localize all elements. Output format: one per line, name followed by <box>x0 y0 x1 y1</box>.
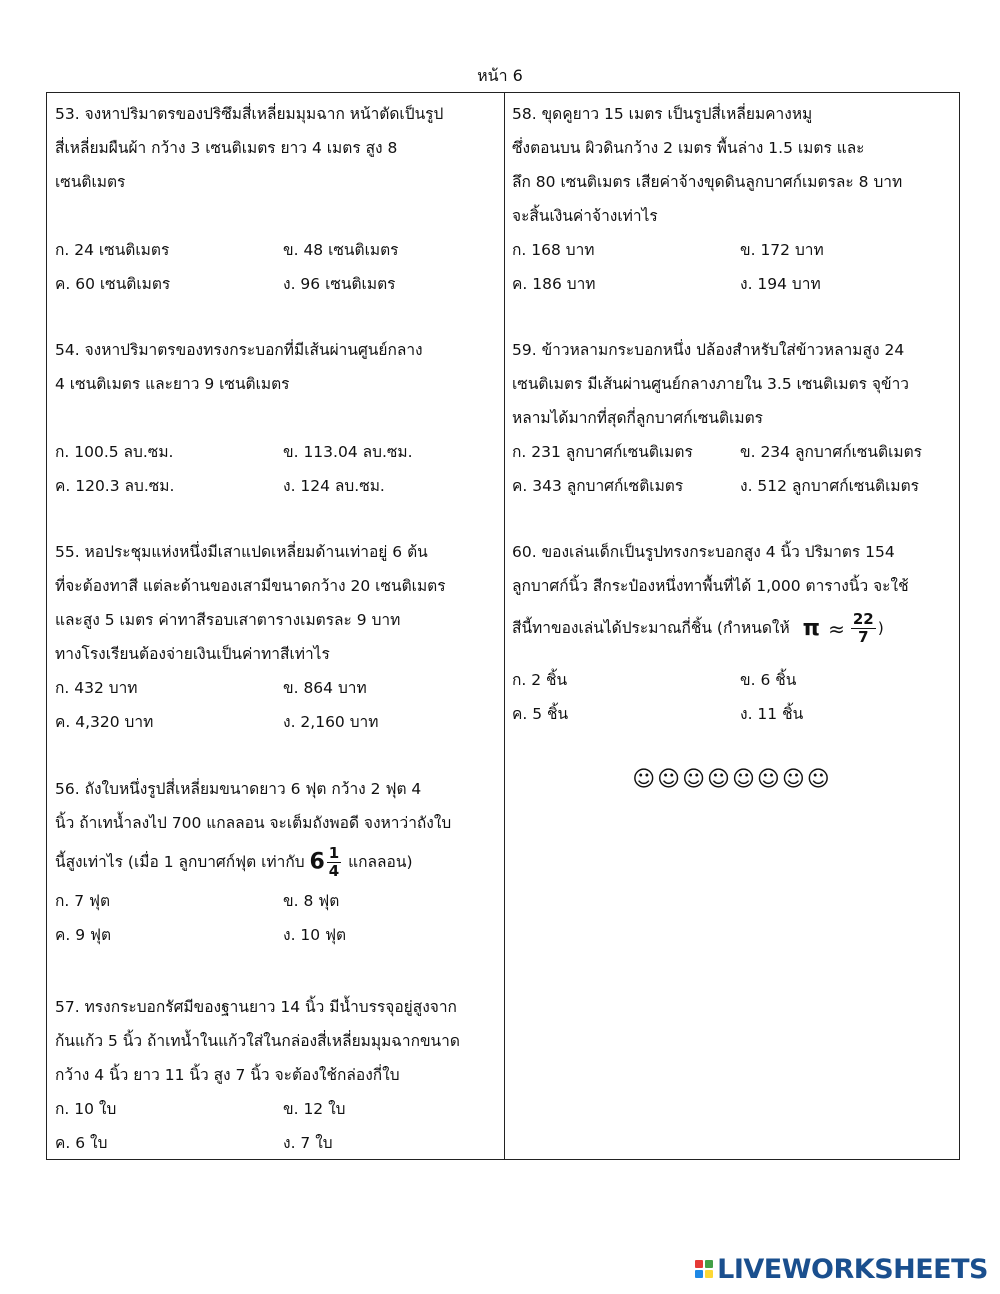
mixed-number-whole: 6 <box>309 849 325 875</box>
question-text: นิ้ว ถ้าเทน้ำลงไป 700 แกลลอน จะเต็มถังพอดี จงหาว่าถังใบ <box>55 814 452 832</box>
choice-d[interactable]: ง. 194 บาท <box>740 275 821 293</box>
choice-b[interactable]: ข. 864 บาท <box>283 679 367 697</box>
choices <box>55 1092 495 1160</box>
grid-icon <box>695 1260 713 1278</box>
logo-square-blue <box>695 1270 703 1278</box>
choice-b[interactable]: ข. 48 เซนติเมตร <box>283 241 399 259</box>
question-text: สี่เหลี่ยมผืนผ้า กว้าง 3 เซนติเมตร ยาว 4 เมตร สูง 8 <box>55 139 398 157</box>
choice-a[interactable]: ก. 24 เซนติเมตร <box>55 241 170 259</box>
question-text: แกลลอน) <box>348 853 413 871</box>
question-text: เซนติเมตร <box>55 173 126 191</box>
question-text: 56. ถังใบหนึ่งรูปสี่เหลี่ยมขนาดยาว 6 ฟุต กว้าง 2 ฟุต 4 <box>55 780 422 798</box>
choices <box>512 233 952 301</box>
question-text: ทางโรงเรียนต้องจ่ายเงินเป็นค่าทาสีเท่าไร <box>55 645 330 663</box>
choice-a[interactable]: ก. 2 ชิ้น <box>512 671 568 689</box>
choice-b[interactable]: ข. 6 ชิ้น <box>740 671 797 689</box>
choice-d[interactable]: ง. 96 เซนติเมตร <box>283 275 396 293</box>
column-divider <box>504 93 505 1159</box>
question-text: 58. ขุดคูยาว 15 เมตร เป็นรูปสี่เหลี่ยมคางหมู <box>512 105 813 123</box>
choice-c[interactable]: ค. 6 ใบ <box>55 1134 108 1152</box>
choice-b[interactable]: ข. 172 บาท <box>740 241 824 259</box>
question-55 <box>55 535 495 739</box>
choice-c[interactable]: ค. 120.3 ลบ.ซม. <box>55 477 175 495</box>
choice-d[interactable]: ง. 2,160 บาท <box>283 713 379 731</box>
question-text: และสูง 5 เมตร ค่าทาสีรอบเสาตารางเมตรละ 9 บาท <box>55 611 401 629</box>
question-60 <box>512 535 952 731</box>
choice-c[interactable]: ค. 9 ฟุต <box>55 926 112 944</box>
logo-square-green <box>705 1260 713 1268</box>
spacer <box>55 199 495 233</box>
fraction <box>327 846 341 879</box>
question-text: ซึ่งตอนบน ผิวดินกว้าง 2 เมตร พื้นล่าง 1.5 เมตร และ <box>512 139 865 157</box>
question-text: 57. ทรงกระบอกรัศมีของฐานยาว 14 นิ้ว มีน้ำบรรจุอยู่สูงจาก <box>55 998 457 1016</box>
choices <box>55 233 495 301</box>
choice-a[interactable]: ก. 10 ใบ <box>55 1100 117 1118</box>
choice-c[interactable]: ค. 343 ลูกบาศก์เซติเมตร <box>512 477 684 495</box>
question-54 <box>55 333 495 503</box>
question-text: กว้าง 4 นิ้ว ยาว 11 นิ้ว สูง 7 นิ้ว จะต้องใช้กล่องกี่ใบ <box>55 1066 400 1084</box>
question-53 <box>55 97 495 301</box>
fraction-denominator: 7 <box>858 628 869 646</box>
question-text: ลูกบาศก์นิ้ว สีกระป๋องหนึ่งทาพื้นที่ได้ 1,000 ตารางนิ้ว จะใช้ <box>512 577 909 595</box>
choice-d[interactable]: ง. 10 ฟุต <box>283 926 347 944</box>
choice-a[interactable]: ก. 7 ฟุต <box>55 892 111 910</box>
choices <box>512 663 952 731</box>
question-text: นี้สูงเท่าไร (เมื่อ 1 ลูกบาศก์ฟุต เท่ากับ <box>55 853 305 871</box>
page-number-header: หน้า 6 <box>477 66 523 85</box>
choice-a[interactable]: ก. 231 ลูกบาศก์เซนติเมตร <box>512 443 693 461</box>
liveworksheets-logo <box>695 1252 988 1286</box>
question-text: จะสิ้นเงินค่าจ้างเท่าไร <box>512 207 658 225</box>
pi-symbol: π <box>802 615 821 641</box>
approx-symbol: ≈ <box>828 616 845 641</box>
fraction-numerator: 1 <box>328 844 340 862</box>
choice-d[interactable]: ง. 7 ใบ <box>283 1134 333 1152</box>
question-59 <box>512 333 952 503</box>
choices <box>55 435 495 503</box>
question-text: ที่จะต้องทาสี แต่ละด้านของเสามีขนาดกว้าง 20 เซนติเมตร <box>55 577 446 595</box>
choice-d[interactable]: ง. 124 ลบ.ซม. <box>283 477 385 495</box>
spacer <box>512 653 952 663</box>
logo-square-red <box>695 1260 703 1268</box>
smiley-row: ☺☺☺☺☺☺☺☺ <box>632 767 832 792</box>
question-text: ) <box>877 619 884 637</box>
question-table <box>46 92 960 1160</box>
spacer <box>55 401 495 435</box>
question-57 <box>55 990 495 1160</box>
choice-c[interactable]: ค. 186 บาท <box>512 275 596 293</box>
question-58 <box>512 97 952 301</box>
brand-name: LIVEWORKSHEETS <box>717 1253 988 1285</box>
question-text: 59. ข้าวหลามกระบอกหนึ่ง ปล้องสำหรับใส่ข้าวหลามสูง 24 <box>512 341 905 359</box>
choices <box>512 435 952 503</box>
question-text-with-formula <box>512 603 952 653</box>
choice-b[interactable]: ข. 113.04 ลบ.ซม. <box>283 443 413 461</box>
choices <box>55 671 495 739</box>
logo-square-yellow <box>705 1270 713 1278</box>
question-text: ลึก 80 เซนติเมตร เสียค่าจ้างขุดดินลูกบาศก์เมตรละ 8 บาท <box>512 173 903 191</box>
choice-a[interactable]: ก. 432 บาท <box>55 679 138 697</box>
question-text: หลามได้มากที่สุดกี่ลูกบาศก์เซนติเมตร <box>512 409 763 427</box>
choice-d[interactable]: ง. 11 ชิ้น <box>740 705 804 723</box>
choice-b[interactable]: ข. 8 ฟุต <box>283 892 340 910</box>
choice-a[interactable]: ก. 100.5 ลบ.ซม. <box>55 443 174 461</box>
fraction-numerator: 22 <box>852 610 874 628</box>
question-text: เซนติเมตร มีเส้นผ่านศูนย์กลางภายใน 3.5 เซนติเมตร จุข้าว <box>512 375 910 393</box>
question-text: 54. จงหาปริมาตรของทรงกระบอกที่มีเส้นผ่านศูนย์กลาง <box>55 341 423 359</box>
choice-c[interactable]: ค. 5 ชิ้น <box>512 705 569 723</box>
choice-b[interactable]: ข. 234 ลูกบาศก์เซนติเมตร <box>740 443 922 461</box>
choice-c[interactable]: ค. 60 เซนติเมตร <box>55 275 171 293</box>
question-text-with-fraction <box>55 840 495 884</box>
choice-c[interactable]: ค. 4,320 บาท <box>55 713 154 731</box>
question-text: 55. หอประชุมแห่งหนึ่งมีเสาแปดเหลี่ยมด้านเท่าอยู่ 6 ต้น <box>55 543 428 561</box>
choice-d[interactable]: ง. 512 ลูกบาศก์เซนติเมตร <box>740 477 919 495</box>
choices <box>55 884 495 952</box>
question-56 <box>55 772 495 952</box>
choice-a[interactable]: ก. 168 บาท <box>512 241 595 259</box>
question-text: ก้นแก้ว 5 นิ้ว ถ้าเทน้ำในแก้วใส่ในกล่องสี่เหลี่ยมมุมฉากขนาด <box>55 1032 460 1050</box>
choice-b[interactable]: ข. 12 ใบ <box>283 1100 346 1118</box>
question-text: 4 เซนติเมตร และยาว 9 เซนติเมตร <box>55 375 290 393</box>
question-text: 60. ของเล่นเด็กเป็นรูปทรงกระบอกสูง 4 นิ้ว ปริมาตร 154 <box>512 543 895 561</box>
question-text: สีนี้ทาของเล่นได้ประมาณกี่ชิ้น (กำหนดให้ <box>512 619 790 637</box>
fraction <box>851 612 876 645</box>
fraction-denominator: 4 <box>328 862 340 880</box>
question-text: 53. จงหาปริมาตรของปริซึมสี่เหลี่ยมมุมฉาก หน้าตัดเป็นรูป <box>55 105 444 123</box>
